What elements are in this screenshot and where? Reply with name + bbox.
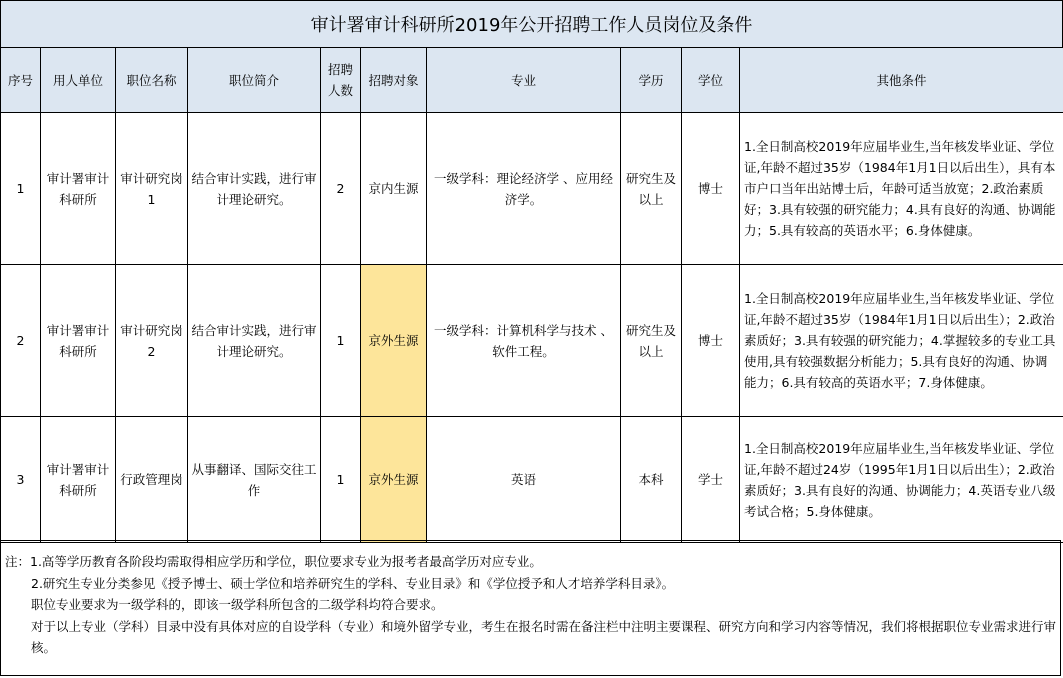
header-major[interactable]: 专业 xyxy=(427,48,621,113)
cell-intro[interactable]: 从事翻译、国际交往工作 xyxy=(188,417,321,543)
header-unit[interactable]: 用人单位 xyxy=(41,48,116,113)
cell-intro[interactable]: 结合审计实践，进行审计理论研究。 xyxy=(188,265,321,417)
note-line: 注：1.高等学历教育各阶段均需取得相应学历和学位，职位要求专业为报考者最高学历对应专业。 xyxy=(5,554,542,569)
cell-unit[interactable]: 审计署审计科研所 xyxy=(41,265,116,417)
cell-degree[interactable]: 博士 xyxy=(682,265,740,417)
cell-count[interactable]: 1 xyxy=(321,265,361,417)
header-target[interactable]: 招聘对象 xyxy=(361,48,427,113)
cell-degree[interactable]: 博士 xyxy=(682,113,740,265)
notes-block[interactable] xyxy=(0,540,1061,676)
table-row xyxy=(1,113,1063,265)
cell-no[interactable]: 1 xyxy=(1,113,41,265)
cell-unit[interactable]: 审计署审计科研所 xyxy=(41,417,116,543)
cell-target[interactable]: 京外生源 xyxy=(361,417,427,543)
cell-education[interactable]: 研究生及以上 xyxy=(621,265,682,417)
cell-position[interactable]: 行政管理岗 xyxy=(116,417,188,543)
header-intro[interactable]: 职位简介 xyxy=(188,48,321,113)
cell-no[interactable]: 3 xyxy=(1,417,41,543)
cell-position[interactable]: 审计研究岗1 xyxy=(116,113,188,265)
cell-other[interactable]: 1.全日制高校2019年应届毕业生,当年核发毕业证、学位证,年龄不超过35岁（1984年1月1日以后出生）；2.政治素质好；3.具有较强的研究能力；4.掌握较多的专业工具使用,具有较强数据分析能力；5.具有良好的沟通、协调能力；6.具有较高的英语水平；7.身体健康。 xyxy=(740,265,1063,417)
header-education[interactable]: 学历 xyxy=(621,48,682,113)
cell-intro[interactable]: 结合审计实践，进行审计理论研究。 xyxy=(188,113,321,265)
cell-education[interactable]: 研究生及以上 xyxy=(621,113,682,265)
table-row xyxy=(1,417,1063,543)
cell-count[interactable]: 1 xyxy=(321,417,361,543)
note-line: 对于以上专业（学科）目录中没有具体对应的自设学科（专业）和境外留学专业，考生在报名时需在备注栏中注明主要课程、研究方向和学习内容等情况，我们将根据职位专业需求进行审核。 xyxy=(31,618,1057,655)
cell-unit[interactable]: 审计署审计科研所 xyxy=(41,113,116,265)
header-no[interactable]: 序号 xyxy=(1,48,41,113)
cell-no[interactable]: 2 xyxy=(1,265,41,417)
cell-position[interactable]: 审计研究岗2 xyxy=(116,265,188,417)
cell-degree[interactable]: 学士 xyxy=(682,417,740,543)
table-title: 审计署审计科研所2019年公开招聘工作人员岗位及条件 xyxy=(0,0,1063,48)
cell-target[interactable]: 京外生源 xyxy=(361,265,427,417)
header-row xyxy=(1,48,1063,113)
header-count[interactable]: 招聘 人数 xyxy=(321,48,361,113)
cell-other[interactable]: 1.全日制高校2019年应届毕业生,当年核发毕业证、学位证,年龄不超过35岁（1984年1月1日以后出生），具有本市户口当年出站博士后，年龄可适当放宽；2.政治素质好；3.具有较强的研究能力；4.具有良好的沟通、协调能力；5.具有较高的英语水平；6.身体健康。 xyxy=(740,113,1063,265)
cell-major[interactable]: 一级学科：理论经济学 、应用经济学。 xyxy=(427,113,621,265)
header-degree[interactable]: 学位 xyxy=(682,48,740,113)
note-line: 职位专业要求为一级学科的，即该一级学科所包含的二级学科均符合要求。 xyxy=(31,597,444,612)
cell-major[interactable]: 一级学科：计算机科学与技术 、软件工程。 xyxy=(427,265,621,417)
cell-target[interactable]: 京内生源 xyxy=(361,113,427,265)
cell-major[interactable]: 英语 xyxy=(427,417,621,543)
cell-other[interactable]: 1.全日制高校2019年应届毕业生,当年核发毕业证、学位证,年龄不超过24岁（1995年1月1日以后出生）；2.政治素质好；3.具有良好的沟通、协调能力；4.英语专业八级考试合格；5.身体健康。 xyxy=(740,417,1063,543)
cell-education[interactable]: 本科 xyxy=(621,417,682,543)
header-position[interactable]: 职位名称 xyxy=(116,48,188,113)
cell-count[interactable]: 2 xyxy=(321,113,361,265)
table-row xyxy=(1,265,1063,417)
header-other[interactable]: 其他条件 xyxy=(740,48,1063,113)
positions-table xyxy=(0,47,1063,543)
note-line: 2.研究生专业分类参见《授予博士、硕士学位和培养研究生的学科、专业目录》和《学位授予和人才培养学科目录》。 xyxy=(31,575,675,591)
